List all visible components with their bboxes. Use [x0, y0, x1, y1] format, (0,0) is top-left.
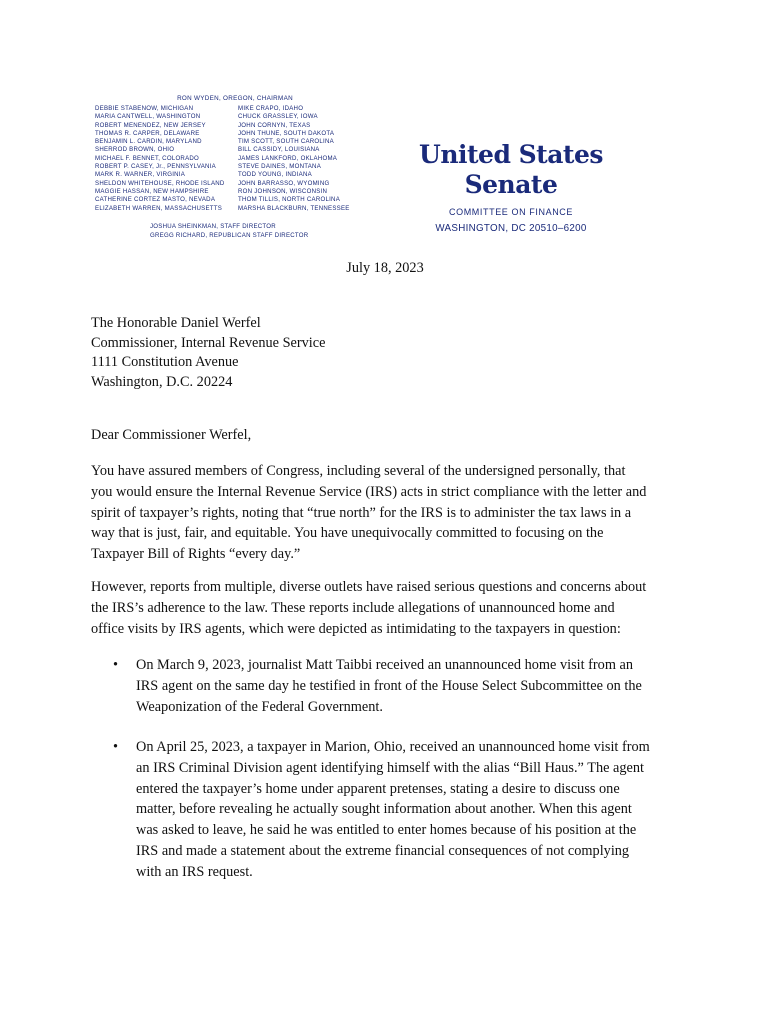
recipient-address — [91, 314, 325, 392]
bullet-line: matter, before revealing he actually sought information about another. When this agent — [136, 801, 632, 818]
member-name: STEVE DAINES, MONTANA — [238, 163, 322, 171]
paragraph-line: However, reports from multiple, diverse outlets have raised serious questions and concerns about — [91, 579, 647, 595]
member-name: JOHN CORNYN, TEXAS — [238, 121, 311, 129]
senate-title: United States Senate — [419, 140, 603, 199]
member-name: BILL CASSIDY, LOUISIANA — [238, 146, 320, 154]
member-name: THOMAS R. CARPER, DELAWARE — [95, 129, 200, 137]
paragraph-line: you would ensure the Internal Revenue Service (IRS) acts in strict compliance with the letter and — [91, 483, 647, 500]
member-name: MAGGIE HASSAN, NEW HAMPSHIRE — [95, 187, 209, 195]
member-name: TODD YOUNG, INDIANA — [238, 171, 312, 179]
member-name: SHELDON WHITEHOUSE, RHODE ISLAND — [95, 179, 225, 187]
member-name: ROBERT P. CASEY, Jr., PENNSYLVANIA — [95, 163, 216, 171]
paragraph-line: Taxpayer Bill of Rights “every day.” — [91, 546, 301, 563]
member-name: JOHN BARRASSO, WYOMING — [238, 179, 330, 187]
member-name: DEBBIE STABENOW, MICHIGAN — [95, 105, 194, 112]
member-name: MARIA CANTWELL, WASHINGTON — [95, 113, 201, 121]
bullet-line: an IRS Criminal Division agent identifying himself with the alias “Bill Haus.” The agent — [136, 759, 644, 776]
address-line: 1111 Constitution Avenue — [91, 354, 239, 370]
address-line: Washington, D.C. 20224 — [91, 373, 233, 390]
paragraph-line: the IRS’s adherence to the law. These reports include allegations of unannounced home and — [91, 599, 615, 616]
staff-director-line: JOSHUA SHEINKMAN, STAFF DIRECTOR — [150, 223, 276, 230]
member-name: MARK R. WARNER, VIRGINIA — [95, 171, 186, 179]
committee-address: WASHINGTON, DC 20510–6200 — [435, 223, 587, 234]
address-line: Commissioner, Internal Revenue Service — [91, 334, 326, 351]
letter-date: July 18, 2023 — [346, 260, 424, 276]
member-name: JAMES LANKFORD, OKLAHOMA — [238, 154, 338, 162]
member-name: THOM TILLIS, NORTH CAROLINA — [238, 196, 341, 204]
paragraph-line: spirit of taxpayer’s rights, noting that “true north” for the IRS is to administer the tax laws in a — [91, 504, 632, 521]
bullet-line: IRS and made a statement about the extreme financial consequences of not complying — [136, 842, 630, 859]
bullet-line: IRS agent on the same day he testified in front of the House Select Subcommittee on the — [136, 677, 642, 694]
bullet-point: • — [113, 657, 119, 673]
paragraph-line: office visits by IRS agents, which were depicted as intimidating to the taxpayers in question: — [91, 620, 621, 637]
bullet-line: entered the taxpayer’s home under apparent pretenses, stating a desire to discuss one — [136, 780, 620, 797]
staff-directors — [150, 223, 308, 240]
member-name: JOHN THUNE, SOUTH DAKOTA — [238, 129, 335, 137]
paragraph-line: way that is just, fair, and equitable. You have unequivocally committed to focusing on the — [91, 525, 604, 542]
member-name: CHUCK GRASSLEY, IOWA — [238, 113, 318, 121]
bullet-text — [136, 655, 688, 717]
member-name: RON JOHNSON, WISCONSIN — [238, 187, 328, 195]
bullet-line: Weaponization of the Federal Government. — [136, 698, 383, 715]
member-name: BENJAMIN L. CARDIN, MARYLAND — [95, 138, 202, 146]
bullet-line: was asked to leave, he said he was entitled to enter homes because of his position at the — [136, 822, 637, 839]
salutation: Dear Commissioner Werfel, — [91, 427, 252, 443]
minority-members-list — [238, 105, 350, 213]
staff-director-line: GREGG RICHARD, REPUBLICAN STAFF DIRECTOR — [150, 231, 309, 239]
paragraph-concerns — [91, 577, 687, 639]
member-name: SHERROD BROWN, OHIO — [95, 146, 175, 154]
majority-members-list — [95, 105, 225, 213]
address-line: The Honorable Daniel Werfel — [91, 315, 261, 331]
member-name: MARSHA BLACKBURN, TENNESSEE — [238, 204, 350, 212]
bullet-line: with an IRS request. — [136, 863, 253, 880]
member-name: CATHERINE CORTEZ MASTO, NEVADA — [95, 196, 216, 204]
member-name: TIM SCOTT, SOUTH CAROLINA — [238, 138, 334, 146]
paragraph-intro — [91, 461, 687, 565]
paragraph-line: You have assured members of Congress, including several of the undersigned personally, that — [91, 463, 626, 479]
member-name: ROBERT MENENDEZ, NEW JERSEY — [95, 121, 206, 129]
chairman-line: RON WYDEN, OREGON, CHAIRMAN — [177, 95, 293, 102]
member-name: MIKE CRAPO, IDAHO — [238, 105, 304, 112]
senate-letterhead-logo — [396, 140, 626, 235]
bullet-line: On March 9, 2023, journalist Matt Taibbi received an unannounced home visit from an — [136, 657, 634, 673]
bullet-text — [136, 737, 688, 883]
committee-name: COMMITTEE ON FINANCE — [449, 207, 573, 217]
member-name: ELIZABETH WARREN, MASSACHUSETTS — [95, 204, 223, 212]
member-name: MICHAEL F. BENNET, COLORADO — [95, 154, 200, 162]
bullet-point: • — [113, 739, 119, 755]
bullet-line: On April 25, 2023, a taxpayer in Marion, Ohio, received an unannounced home visit from — [136, 739, 650, 755]
